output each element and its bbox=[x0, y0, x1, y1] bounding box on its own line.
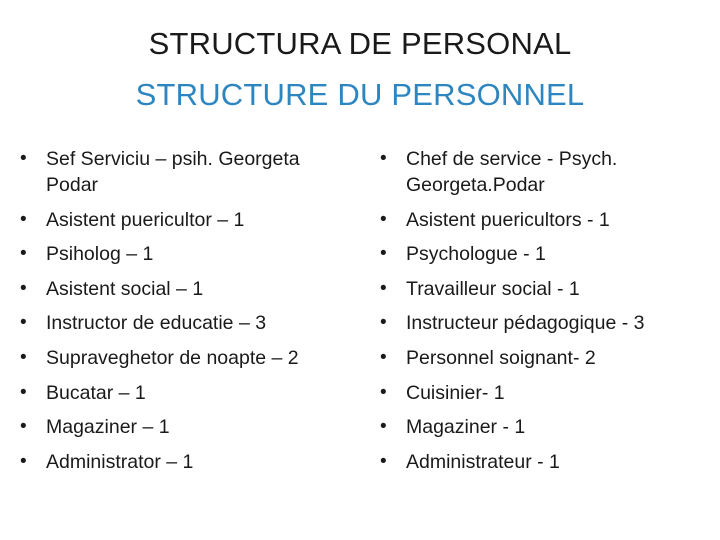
bullet-icon: • bbox=[20, 208, 27, 230]
bullet-icon: • bbox=[20, 312, 27, 334]
right-staff-list bbox=[378, 146, 708, 483]
list-item-text: Administrator – 1 bbox=[46, 450, 194, 473]
bullet-icon: • bbox=[380, 312, 387, 334]
list-item bbox=[18, 345, 348, 371]
list-item bbox=[18, 414, 348, 440]
bullet-icon: • bbox=[20, 416, 27, 438]
list-item-text: Asistent puericultor – 1 bbox=[46, 208, 245, 231]
list-item bbox=[378, 241, 708, 267]
bullet-icon: • bbox=[380, 208, 387, 230]
list-item bbox=[18, 276, 348, 302]
list-item bbox=[18, 207, 348, 233]
list-item-text: Supraveghetor de noapte – 2 bbox=[46, 346, 299, 369]
list-item bbox=[18, 380, 348, 406]
list-item-text: Travailleur social - 1 bbox=[406, 277, 580, 300]
list-item-text: Sef Serviciu – psih. Georgeta Podar bbox=[46, 148, 300, 196]
left-staff-list bbox=[18, 146, 348, 483]
bullet-icon: • bbox=[20, 381, 27, 403]
bullet-icon: • bbox=[380, 416, 387, 438]
bullet-icon: • bbox=[20, 277, 27, 299]
list-item-text: Magaziner – 1 bbox=[46, 416, 170, 439]
list-item-text: Asistent puericultors - 1 bbox=[406, 208, 610, 231]
list-item-text: Personnel soignant- 2 bbox=[406, 346, 596, 369]
list-item-text: Psychologue - 1 bbox=[406, 243, 546, 266]
list-item-text: Instructeur pédagogique - 3 bbox=[406, 312, 645, 335]
bullet-icon: • bbox=[20, 450, 27, 472]
title-romanian: STRUCTURA DE PERSONAL bbox=[148, 26, 572, 61]
bullet-icon: • bbox=[380, 243, 387, 265]
list-item-text: Asistent social – 1 bbox=[46, 277, 204, 300]
list-item bbox=[378, 276, 708, 302]
bullet-icon: • bbox=[380, 346, 387, 368]
bullet-icon: • bbox=[20, 346, 27, 368]
list-item bbox=[18, 310, 348, 336]
list-item bbox=[18, 146, 348, 198]
list-item bbox=[378, 310, 708, 336]
list-item-text: Instructor de educatie – 3 bbox=[46, 312, 267, 335]
list-item-text: Administrateur - 1 bbox=[406, 450, 560, 473]
list-item bbox=[378, 380, 708, 406]
list-item bbox=[378, 146, 708, 198]
list-item bbox=[18, 449, 348, 475]
bullet-icon: • bbox=[380, 148, 387, 169]
list-item-text: Chef de service - Psych. Georgeta.Podar bbox=[406, 148, 618, 196]
bullet-icon: • bbox=[20, 148, 27, 169]
list-item bbox=[378, 207, 708, 233]
list-item-text: Magaziner - 1 bbox=[406, 416, 526, 439]
list-item bbox=[378, 345, 708, 371]
bullet-icon: • bbox=[20, 243, 27, 265]
list-item-text: Psiholog – 1 bbox=[46, 243, 154, 266]
list-item bbox=[378, 449, 708, 475]
list-item-text: Cuisinier- 1 bbox=[406, 381, 505, 404]
bullet-icon: • bbox=[380, 381, 387, 403]
bullet-icon: • bbox=[380, 450, 387, 472]
list-item bbox=[378, 414, 708, 440]
list-item-text: Bucatar – 1 bbox=[46, 381, 146, 404]
title-french: STRUCTURE DU PERSONNEL bbox=[135, 77, 585, 112]
list-item bbox=[18, 241, 348, 267]
bullet-icon: • bbox=[380, 277, 387, 299]
